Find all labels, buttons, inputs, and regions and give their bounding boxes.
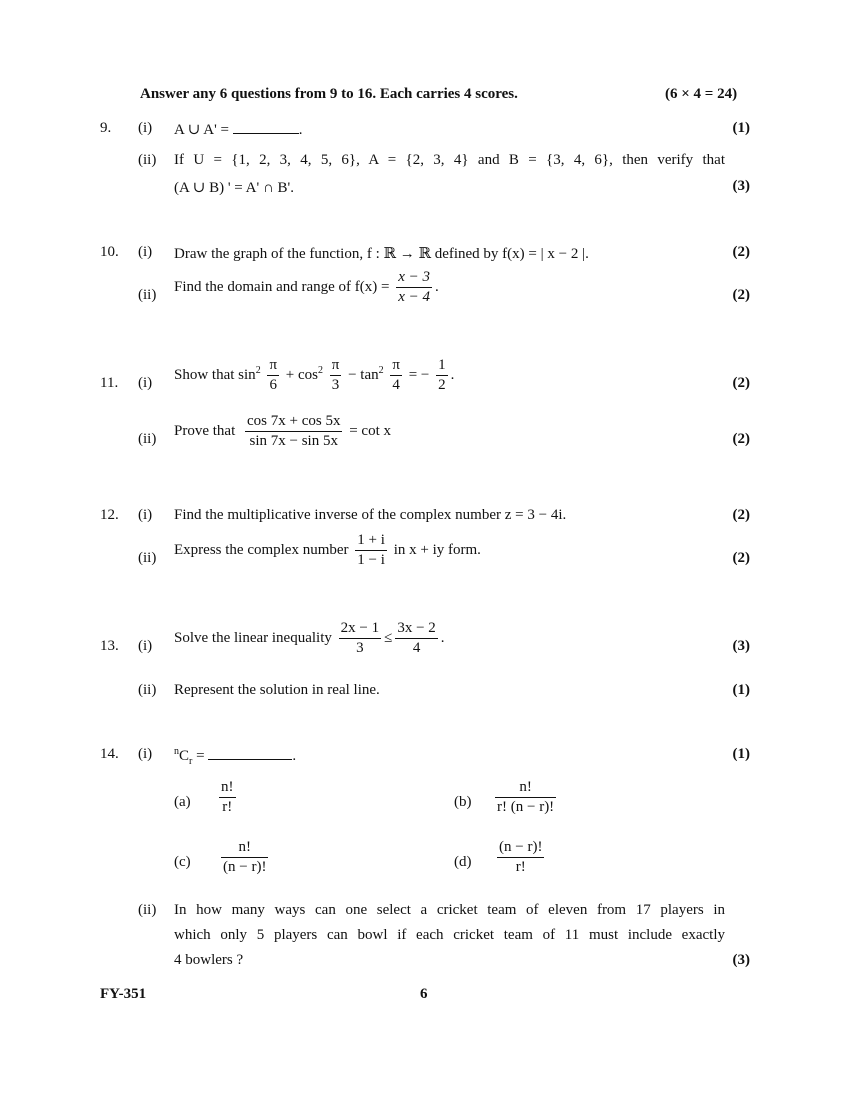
- section-instruction: Answer any 6 questions from 9 to 16. Each carries 4 scores.: [140, 86, 518, 102]
- section-score-total: (6 × 4 = 24): [665, 86, 738, 102]
- option-label: (c): [174, 854, 191, 870]
- option-c-fraction: [218, 838, 271, 877]
- question-text: If U = {1, 2, 3, 4, 5, 6}, A = {2, 3, 4} and B = {3, 4, 6}, then verify that: [174, 152, 725, 168]
- answer-blank: [208, 759, 292, 760]
- question-text: which only 5 players can bowl if each cricket team of 11 must include exactly: [174, 927, 725, 943]
- marks: (2): [732, 287, 750, 303]
- marks: (2): [732, 375, 750, 391]
- part-label: (i): [138, 120, 153, 136]
- question-text: (A ∪ B) ' = A' ∩ B'.: [174, 180, 294, 196]
- marks: (3): [732, 952, 750, 968]
- fraction: $\frac{2x - 1}{3}$: [340, 620, 380, 656]
- question-text: Prove that $\frac{\cos 7x + \cos 5x}{\sin 7x - \sin 5x}$ = cot x: [174, 413, 391, 449]
- marks: (1): [732, 682, 750, 698]
- fraction: $\frac{n!}{r!}$: [221, 779, 234, 815]
- question-text: In how many ways can one select a cricket team of eleven from 17 players in: [174, 902, 725, 918]
- part-label: (ii): [138, 902, 157, 918]
- marks: (2): [732, 550, 750, 566]
- question-text: Express the complex number $\frac{1 + i}{1 - i}$ in x + iy form.: [174, 532, 481, 568]
- question-number: 12.: [100, 507, 119, 523]
- part-label: (ii): [138, 682, 157, 698]
- option-a-fraction: [216, 778, 239, 817]
- question-text: Draw the graph of the function, f : ℝ → ℝ defined by f(x) = | x − 2 |.: [174, 246, 589, 262]
- question-number: 13.: [100, 638, 119, 654]
- question-text: Find the domain and range of f(x) = $\frac{x - 3}{x - 4}$ .: [174, 269, 439, 305]
- fraction: $\frac{(n - r)!}{r!}$: [499, 839, 543, 875]
- marks: (2): [732, 244, 750, 260]
- page-number: 6: [420, 986, 428, 1002]
- fraction: $\frac{n!}{(n - r)!}$: [223, 839, 267, 875]
- option-label: (b): [454, 794, 472, 810]
- fraction: $\frac{1 + i}{1 - i}$: [357, 532, 385, 568]
- question-text: 4 bowlers ?: [174, 952, 244, 968]
- part-label: (i): [138, 507, 153, 523]
- part-label: (ii): [138, 152, 157, 168]
- part-label: (i): [138, 375, 153, 391]
- fraction: $\frac{3x - 2}{4}$: [397, 620, 436, 656]
- fraction: $\frac{\cos 7x + \cos 5x}{\sin 7x - \sin 5x}$: [247, 413, 341, 449]
- question-number: 14.: [100, 746, 119, 762]
- question-text: Find the multiplicative inverse of the complex number z = 3 − 4i.: [174, 507, 567, 523]
- marks: (3): [732, 638, 750, 654]
- marks: (3): [732, 178, 750, 194]
- fraction: $\frac{x - 3}{x - 4}$: [398, 269, 431, 305]
- question-text: Show that $\sin^2$ $\frac{\pi}{6}$ + $\cos^2$ $\frac{\pi}{3}$ − $\tan^2$ $\frac{\pi}{4}$ = − $\frac{1}{2}$ .: [174, 357, 455, 393]
- marks: (1): [732, 746, 750, 762]
- part-label: (i): [138, 638, 153, 654]
- paper-code: FY-351: [100, 986, 147, 1002]
- question-number: 9.: [100, 120, 112, 136]
- question-text: Solve the linear inequality $\frac{2x - 1}{3}$ ≤ $\frac{3x - 2}{4}$ .: [174, 620, 445, 656]
- fraction: $\frac{1}{2}$: [438, 357, 446, 393]
- fraction: $\frac{\pi}{3}$: [331, 357, 340, 393]
- part-label: (i): [138, 746, 153, 762]
- option-b-fraction: [492, 778, 559, 817]
- fraction: $\frac{\pi}{4}$: [392, 357, 400, 393]
- part-label: (i): [138, 244, 153, 260]
- question-text: Represent the solution in real line.: [174, 682, 380, 698]
- option-label: (d): [454, 854, 472, 870]
- question-number: 10.: [100, 244, 119, 260]
- fraction: $\frac{\pi}{6}$: [269, 357, 278, 393]
- answer-blank: [233, 133, 299, 134]
- part-label: (ii): [138, 431, 157, 447]
- fraction: $\frac{n!}{r! (n - r)!}$: [497, 779, 555, 815]
- part-label: (ii): [138, 287, 157, 303]
- marks: (2): [732, 507, 750, 523]
- question-number: 11.: [100, 375, 119, 391]
- marks: (2): [732, 431, 750, 447]
- option-label: (a): [174, 794, 191, 810]
- marks: (1): [732, 120, 750, 136]
- question-text: A ∪ A' = .: [174, 122, 303, 138]
- option-d-fraction: [494, 838, 547, 877]
- question-text: $^nC_r$ = .: [174, 746, 297, 767]
- part-label: (ii): [138, 550, 157, 566]
